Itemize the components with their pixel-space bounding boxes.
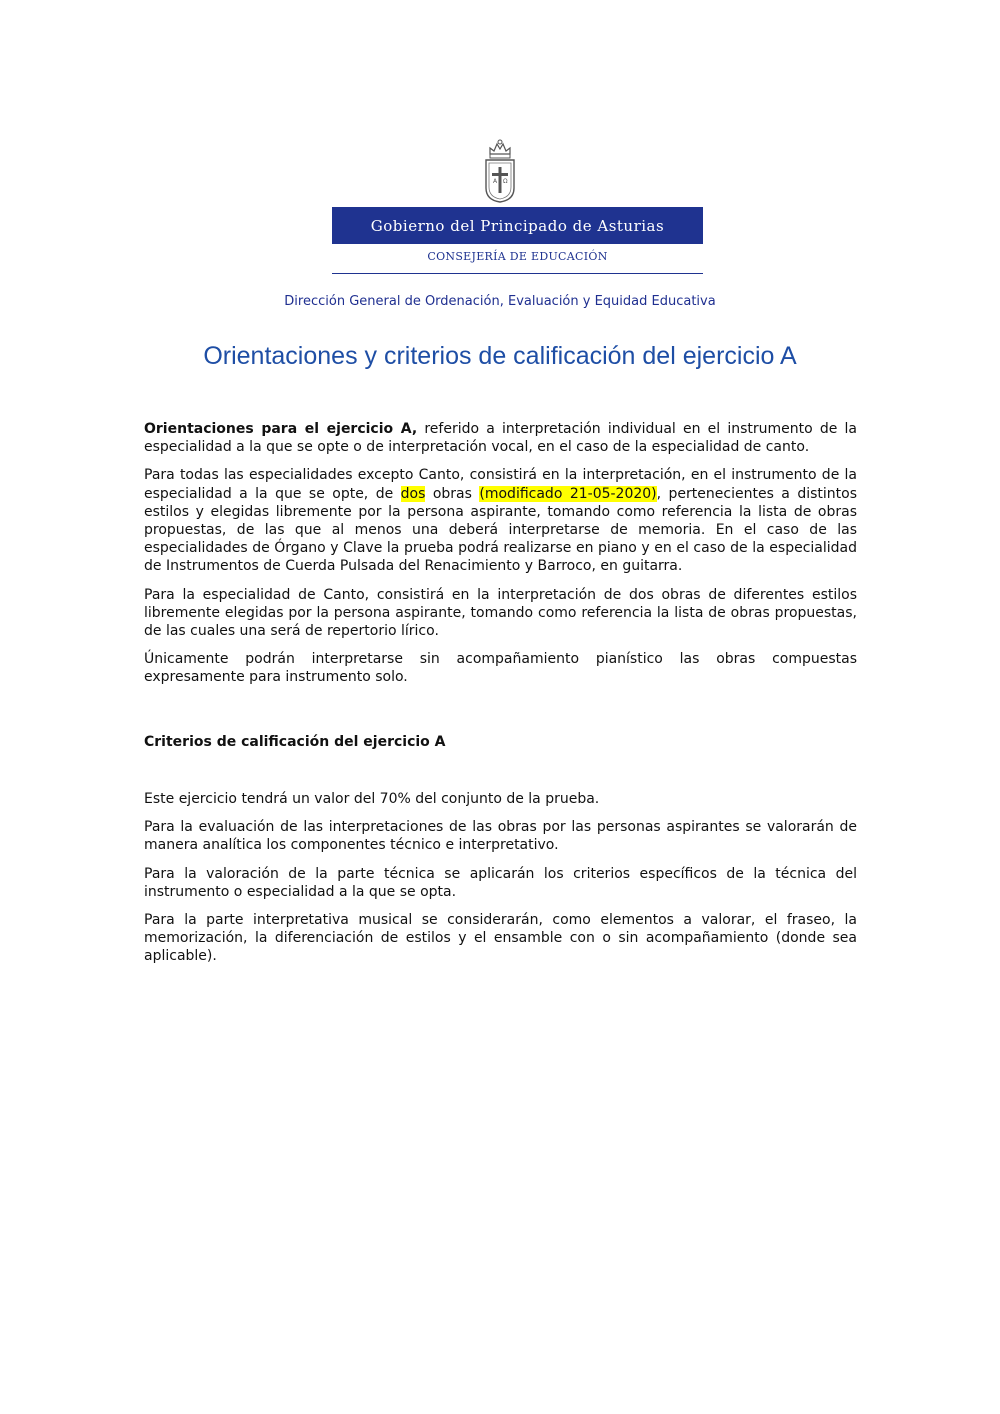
asturias-coat-of-arms-icon [482, 138, 518, 204]
logo-header [0, 138, 1000, 204]
paragraph-interpretative: Para la parte interpretativa musical se considerarán, como elementos a valorar, el fraseo, la memorización, la diferenciación de estilos y el ensamble con o sin acompañamiento (donde sea aplicable). [144, 912, 857, 965]
text-segment: Para todas las especialidades excepto Canto, consistirá en la interpretación, en el instrumento de la especialidad a la que se opte, de [144, 467, 857, 502]
paragraph-weight: Este ejercicio tendrá un valor del 70% del conjunto de la prueba. [144, 791, 600, 807]
highlight-dos: dos [400, 485, 426, 502]
government-name: Gobierno del Principado de Asturias [370, 216, 665, 235]
paragraph-canto: Para la especialidad de Canto, consistirá en la interpretación de dos obras de diferentes estilos libremente elegidas por la persona aspirante, tomando como referencia la lista de obras propuestas, de las cuales una será de repertorio lírico. [144, 586, 857, 640]
svg-text:A: A [493, 178, 498, 185]
header-divider [332, 273, 703, 274]
page-title: Orientaciones y criterios de calificación del ejercicio A [203, 342, 797, 370]
section-criterios [144, 790, 857, 976]
paragraph-technical: Para la valoración de la parte técnica se aplicarán los criterios específicos de la técnica del instrumento o especialidad a la que se opta. [144, 865, 857, 900]
svg-text:Ω: Ω [503, 178, 508, 185]
text-segment: obras [425, 485, 480, 502]
text-segment: , pertenecientes a distintos estilos y elegidas libremente por la persona aspirante, tomando como referencia la lista de obras propuestas, de las que al menos una deberá interpretarse de memoria. En el caso de las especialidades de Órgano y Clave la prueba podrá realizarse en piano y en el caso de la especialidad de Instrumentos de Cuerda Pulsada del Renacimiento y Barroco, en guitarra. [144, 485, 858, 575]
government-name-banner [332, 207, 703, 244]
paragraph-all-specialties [144, 466, 857, 575]
directorate-name: Dirección General de Ordenación, Evaluación y Equidad Educativa [284, 294, 716, 309]
section-heading-criterios: Criterios de calificación del ejercicio A [144, 734, 446, 750]
highlight-modified-date: (modificado 21-05-2020) [479, 485, 657, 502]
paragraph-intro [144, 420, 857, 456]
paragraph-evaluation: Para la evaluación de las interpretaciones de las obras por las personas aspirantes se valorarán de manera analítica los componentes técnico e interpretativo. [144, 819, 857, 854]
paragraph-accompaniment: Únicamente podrán interpretarse sin acompañamiento pianístico las obras compuestas expresamente para instrumento solo. [144, 651, 857, 686]
department-name: CONSEJERÍA DE EDUCACIÓN [427, 250, 608, 263]
section-orientaciones [144, 420, 857, 697]
intro-text: referido a interpretación individual en el instrumento de la especialidad a la que se opte o de interpretación vocal, en el caso de la especialidad de canto. [144, 421, 857, 456]
intro-bold-lead: Orientaciones para el ejercicio A, [144, 421, 418, 437]
